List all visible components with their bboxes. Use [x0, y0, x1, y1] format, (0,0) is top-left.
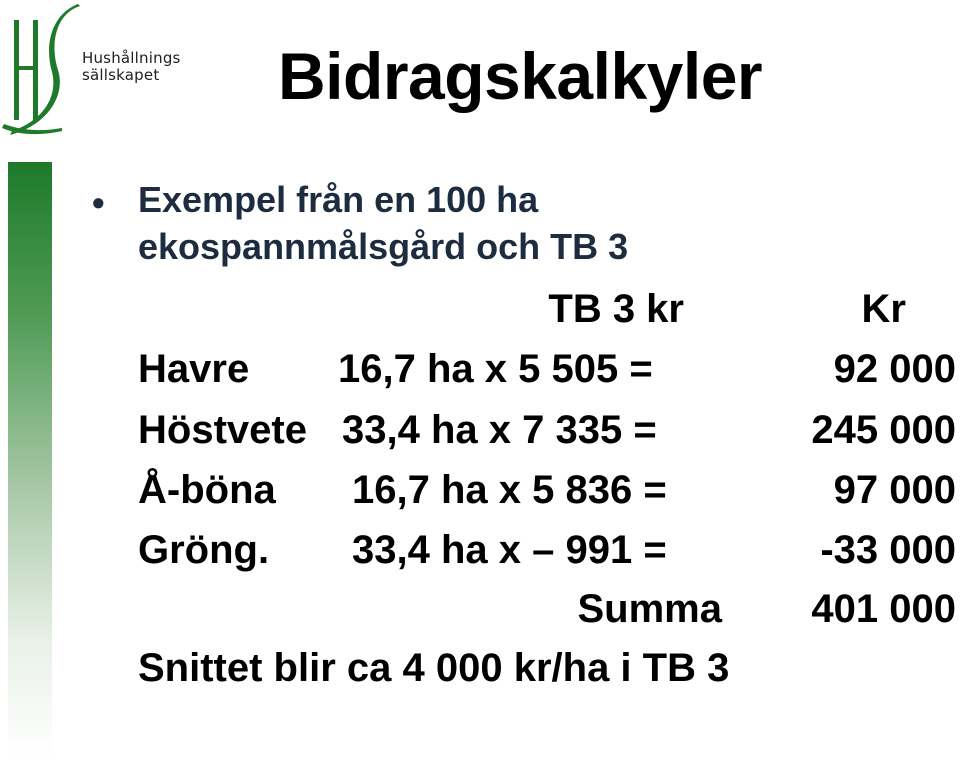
- crop-name: Höstvete: [138, 408, 307, 452]
- crop-name: Havre: [138, 347, 250, 391]
- hushallningssallskapet-logo: [0, 0, 180, 145]
- bullet-dot-icon: •: [92, 182, 105, 223]
- crop-calc: 16,7 ha x 5 505 =: [338, 347, 653, 391]
- crop-amount: 92 000: [833, 347, 956, 391]
- page-title: Bidragskalkyler: [278, 39, 763, 113]
- decorative-green-bar: [8, 162, 52, 761]
- footer-summary: Snittet blir ca 4 000 kr/ha i TB 3: [138, 646, 730, 690]
- hs-monogram-icon: [0, 0, 90, 145]
- sum-amount: 401 000: [811, 587, 956, 631]
- crop-calc: 33,4 ha x – 991 =: [352, 528, 667, 572]
- crop-calc: 33,4 ha x 7 335 =: [342, 408, 657, 452]
- logo-text: [82, 50, 181, 84]
- crop-amount: 97 000: [833, 468, 956, 512]
- header-kr: Kr: [861, 287, 906, 331]
- intro-line-2: ekospannmålsgård och TB 3: [138, 226, 629, 267]
- logo-line-1: Hushållnings: [82, 49, 181, 67]
- crop-amount: -33 000: [820, 528, 956, 572]
- crop-amount: 245 000: [811, 408, 956, 452]
- crop-calc: 16,7 ha x 5 836 =: [352, 468, 667, 512]
- crop-name: Å-böna: [138, 468, 276, 512]
- intro-text: [138, 176, 628, 270]
- sum-label: Summa: [577, 587, 722, 631]
- crop-name: Gröng.: [138, 528, 270, 572]
- intro-line-1: Exempel från en 100 ha: [138, 179, 539, 220]
- logo-line-2: sällskapet: [82, 66, 160, 84]
- header-tb3kr: TB 3 kr: [548, 287, 684, 331]
